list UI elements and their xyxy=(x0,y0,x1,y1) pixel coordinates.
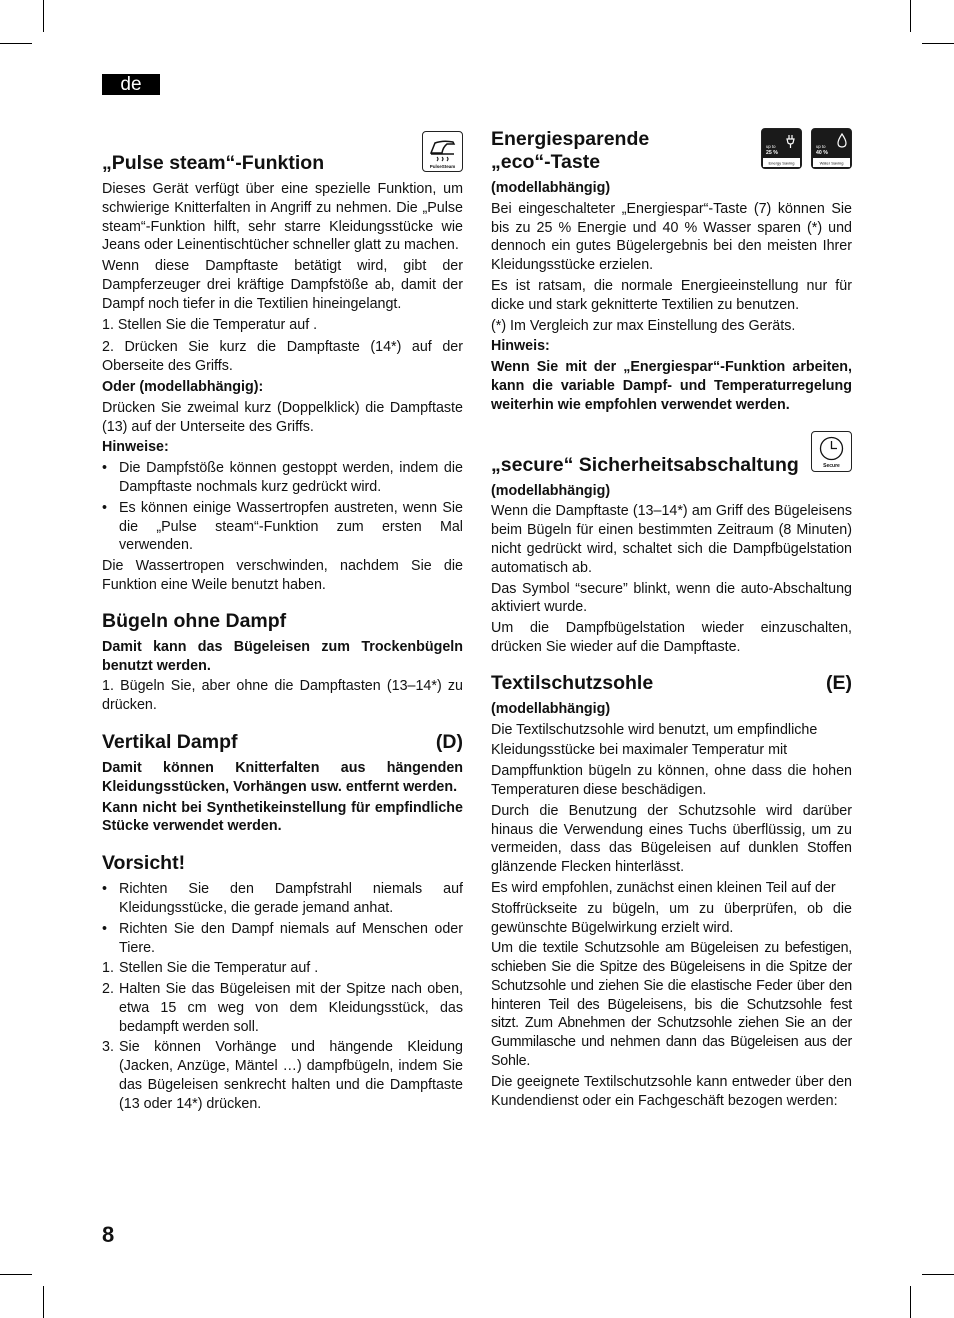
crop-mark xyxy=(922,43,954,44)
paragraph: Stoffrückseite zu bügeln, um zu überprüfen, ob die gewünschte Bügelwirkung erzielt wird. xyxy=(491,900,852,936)
paragraph: Damit können Knitterfalten aus hängenden Kleidungsstücken, Vorhängen usw. entfernt werden. xyxy=(102,759,463,795)
paragraph: Dampffunktion bügeln zu können, ohne dass die hohen Temperaturen diese beschädigen. xyxy=(491,763,852,798)
vertikal-section xyxy=(102,731,463,836)
paragraph: Um die textile Schutzsohle am Bügeleisen zu befestigen, schieben Sie die Spitze des Bügeleisens in die Spitze der Schutzsohle und ziehen Sie die elastische Feder über den hinteren Teil des Bügeleisens, bis die Schutzsohle fest sitzt. Zum Abnehmen der Schutzsohle ziehen Sie an der Gummilasche und nehmen dann das Bügeleisen aus der Sohle. xyxy=(491,940,852,1070)
right-column xyxy=(491,128,852,1110)
water-icon-label: Water Saving xyxy=(819,160,844,166)
energy-icon-top: up to xyxy=(766,144,776,149)
bullet-list xyxy=(102,459,463,555)
model-note: (modellabhängig) xyxy=(491,482,611,499)
paragraph: Wenn diese Dampftaste betätigt wird, gibt der Dampferzeuger drei kräftige Dampfstöße ab, damit der Dampf noch tiefer in die Textilien hineingelangt. xyxy=(102,258,463,312)
paragraph: Damit kann das Bügeleisen zum Trockenbügeln benutzt werden. xyxy=(102,638,463,674)
water-icon-top: up to xyxy=(816,144,826,149)
secure-section xyxy=(491,430,852,657)
paragraph: Wenn die Dampftaste (13–14*) am Griff des Bügeleisens beim Bügeln für einen bestimmten Zeitraum (8 Minuten) nicht gedrückt wird, schaltet sich die Dampfbügelstation automatisch ab. xyxy=(491,503,852,576)
paragraph: Die geeignete Textilschutzsohle kann entweder über den Kundendienst oder ein Fachgeschäft bezogen werden: xyxy=(491,1073,852,1109)
energy-saving-icon xyxy=(761,128,802,169)
pulse-steam-title: „Pulse steam“-Funktion xyxy=(102,152,325,174)
water-icon-value: 40 % xyxy=(816,150,828,156)
crop-mark xyxy=(910,1286,911,1318)
paragraph: Kleidungsstücke bei maximaler Temperatur mit xyxy=(491,742,788,759)
step: 1. Bügeln Sie, aber ohne die Dampftasten (13–14*) zu drücken. xyxy=(102,678,463,714)
secure-title: „secure“ Sicherheitsabschaltung xyxy=(491,453,799,476)
paragraph: Um die Dampfbügelstation wieder einzuschalten, drücken Sie wieder auf die Dampftaste. xyxy=(491,620,852,655)
eco-section xyxy=(491,128,852,415)
paragraph: Dieses Gerät verfügt über eine spezielle Funktion, um schwierige Knitterfalten in Angriff zu nehmen. Die „Pulse steam“-Funktion hilft, sehr starre Kleidungsstücke wie Jeans oder Leinentischtücher schneller glatt zu machen. xyxy=(102,181,463,254)
list-item: • Richten Sie den Dampfstrahl niemals auf Kleidungsstücke, die gerade jemand anhat. xyxy=(102,881,463,916)
pulse-steam-icon xyxy=(422,131,463,172)
paragraph: Es wird empfohlen, zunächst einen kleinen Teil auf der xyxy=(491,879,836,896)
model-note: (modellabhängig) xyxy=(491,180,611,196)
secure-clock-icon xyxy=(811,431,852,472)
list-item: 2. Halten Sie das Bügeleisen mit der Spitze nach oben, etwa 15 cm weg von dem Kleidungsstück, das bedampft werden soll. xyxy=(102,981,463,1035)
list-item: 3. Sie können Vorhänge und hängende Kleidung (Jacken, Anzüge, Mäntel …) dampfbügeln, indem Sie das Bügeleisen senkrecht halten und die Dampftaste (13 oder 14*) drücken. xyxy=(102,1039,463,1112)
crop-mark xyxy=(910,0,911,32)
paragraph: Kann nicht bei Synthetikeinstellung für empfindliche Stücke verwendet werden. xyxy=(102,799,463,835)
textil-title: Textilschutzsohle (E) xyxy=(491,671,852,694)
paragraph: Bei eingeschalteter „Energiespar“-Taste (7) können Sie bis zu 25 % Energie und 40 % Wasser sparen (*) und dennoch ein gutes Bügelergebnis bei den meisten Ihrer Kleidungsstücke erzielen. xyxy=(491,200,852,274)
step-list xyxy=(102,959,463,1113)
page-number: 8 xyxy=(102,1222,115,1247)
textil-section xyxy=(491,672,852,1111)
bullet-list xyxy=(102,880,463,957)
paragraph: Die Wassertropen verschwinden, nachdem Sie die Funktion eine Weile benutzt haben. xyxy=(102,558,463,593)
paragraph: Drücken Sie zweimal kurz (Doppelklick) die Dampftaste (13) auf der Unterseite des Griffs. xyxy=(102,399,463,435)
energy-icon-value: 25 % xyxy=(766,150,778,156)
model-note: (modellabhängig) xyxy=(491,700,611,717)
note-label: Hinweis: xyxy=(491,338,550,355)
paragraph: (*) Im Vergleich zur max Einstellung des Geräts. xyxy=(491,317,796,334)
step: 2. Drücken Sie kurz die Dampftaste (14*) auf der Oberseite des Griffs. xyxy=(102,339,463,375)
pulse-steam-icon-label: PulseSteam xyxy=(429,164,456,169)
list-item: 1. Stellen Sie die Temperatur auf . xyxy=(102,960,319,977)
eco-title-line1: Energiesparende xyxy=(491,128,650,150)
list-item: • Die Dampfstöße können gestoppt werden, indem die Dampftaste nochmals kurz gedrückt wird. xyxy=(102,460,463,495)
list-item: • Es können einige Wassertropfen austreten, wenn Sie die „Pulse steam“-Funktion zum ersten Mal verwenden. xyxy=(102,499,463,554)
water-saving-icon xyxy=(811,128,852,169)
list-item: • Richten Sie den Dampf niemals auf Menschen oder Tiere. xyxy=(102,920,463,956)
paragraph: Die Textilschutzsohle wird benutzt, um empfindliche xyxy=(491,721,818,738)
energy-icon-label: Energy Saving xyxy=(768,160,795,166)
note-label: Oder (modellabhängig): xyxy=(102,378,264,395)
language-tab: de xyxy=(102,74,160,95)
paragraph: Das Symbol “secure” blinkt, wenn die auto-Abschaltung aktiviert wurde. xyxy=(491,580,852,616)
left-column xyxy=(102,128,463,1114)
eco-title-line2: „eco“-Taste xyxy=(491,151,601,173)
crop-mark xyxy=(43,0,44,32)
paragraph: Wenn Sie mit der „Energiespar“-Funktion arbeiten, kann die variable Dampf- und Temperaturregelung weiterhin wie empfohlen verwendet werden. xyxy=(491,359,852,413)
vorsicht-section xyxy=(102,852,463,1114)
buegeln-title: Bügeln ohne Dampf xyxy=(102,609,287,632)
step: 1. Stellen Sie die Temperatur auf . xyxy=(102,316,318,333)
pulse-steam-section xyxy=(102,128,463,595)
paragraph: Durch die Benutzung der Schutzsohle wird darüber hinaus die Verwendung eines Tuchs überflüssig, um zu vermeiden, dass das Bügeleisen auf dunklen Stoffen glänzende Flecken hinterlässt. xyxy=(491,802,852,876)
note-label: Hinweise: xyxy=(102,439,169,456)
paragraph: Es ist ratsam, die normale Energieeinstellung nur für dicke und stark geknitterte Textilien zu benutzen. xyxy=(491,277,852,313)
vorsicht-title: Vorsicht! xyxy=(102,852,186,875)
crop-mark xyxy=(43,1286,44,1318)
crop-mark xyxy=(0,43,32,44)
secure-icon-label: Secure xyxy=(823,462,840,469)
vertikal-title: Vertikal Dampf (D) xyxy=(102,730,463,753)
buegeln-section xyxy=(102,610,463,715)
crop-mark xyxy=(0,1274,32,1275)
crop-mark xyxy=(922,1274,954,1275)
